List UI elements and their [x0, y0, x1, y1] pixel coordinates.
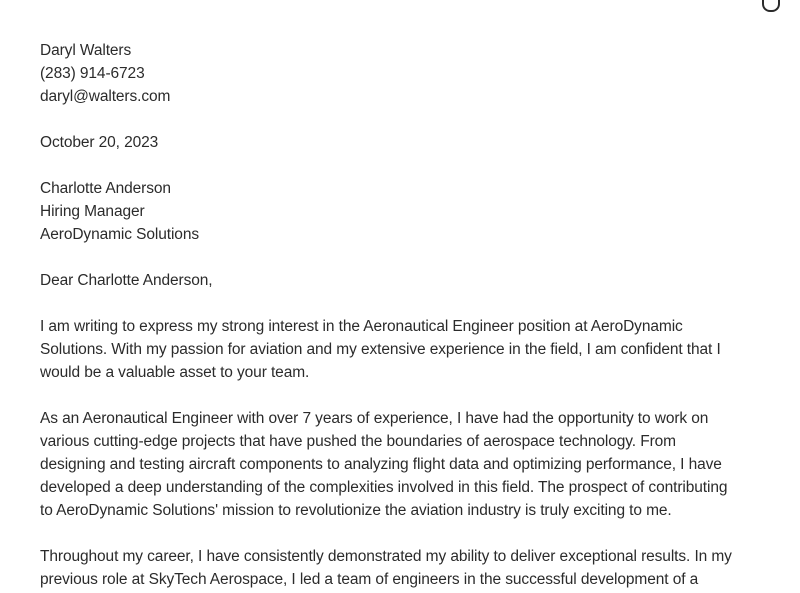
- sender-block: [40, 39, 780, 108]
- paragraph-line: would be a valuable asset to your team.: [40, 364, 310, 381]
- paragraph-line: previous role at SkyTech Aerospace, I led a team of engineers in the successful development of a: [40, 571, 699, 588]
- paragraph-line: I am writing to express my strong interest in the Aeronautical Engineer position at AeroDynamic: [40, 318, 683, 335]
- sender-email: daryl@walters.com: [40, 88, 171, 105]
- paragraph-line: Throughout my career, I have consistently demonstrated my ability to deliver exceptional results. In my: [40, 548, 732, 565]
- paragraph-line: to AeroDynamic Solutions' mission to revolutionize the aviation industry is truly exciting to me.: [40, 502, 672, 519]
- recipient-block: [40, 177, 780, 246]
- spacer: [40, 246, 780, 269]
- partial-glyph-icon: [762, 0, 780, 12]
- spacer: [40, 384, 780, 407]
- recipient-name: Charlotte Anderson: [40, 180, 171, 197]
- sender-phone: (283) 914-6723: [40, 65, 145, 82]
- paragraph-experience: [40, 407, 780, 522]
- paragraph-line: Solutions. With my passion for aviation and my extensive experience in the field, I am confident that I: [40, 341, 721, 358]
- cover-letter: [40, 39, 780, 591]
- paragraph-line: As an Aeronautical Engineer with over 7 years of experience, I have had the opportunity to work on: [40, 410, 709, 427]
- spacer: [40, 522, 780, 545]
- spacer: [40, 108, 780, 131]
- paragraph-line: developed a deep understanding of the complexities involved in this field. The prospect of contributing: [40, 479, 728, 496]
- salutation: Dear Charlotte Anderson,: [40, 272, 213, 289]
- paragraph-line: designing and testing aircraft components to analyzing flight data and optimizing performance, I have: [40, 456, 722, 473]
- paragraph-line: various cutting-edge projects that have pushed the boundaries of aerospace technology. From: [40, 433, 676, 450]
- paragraph-intro: [40, 315, 780, 384]
- spacer: [40, 292, 780, 315]
- recipient-title: Hiring Manager: [40, 203, 145, 220]
- spacer: [40, 154, 780, 177]
- paragraph-achievements: [40, 545, 780, 591]
- letter-date: October 20, 2023: [40, 134, 159, 151]
- recipient-company: AeroDynamic Solutions: [40, 226, 200, 243]
- sender-name: Daryl Walters: [40, 42, 132, 59]
